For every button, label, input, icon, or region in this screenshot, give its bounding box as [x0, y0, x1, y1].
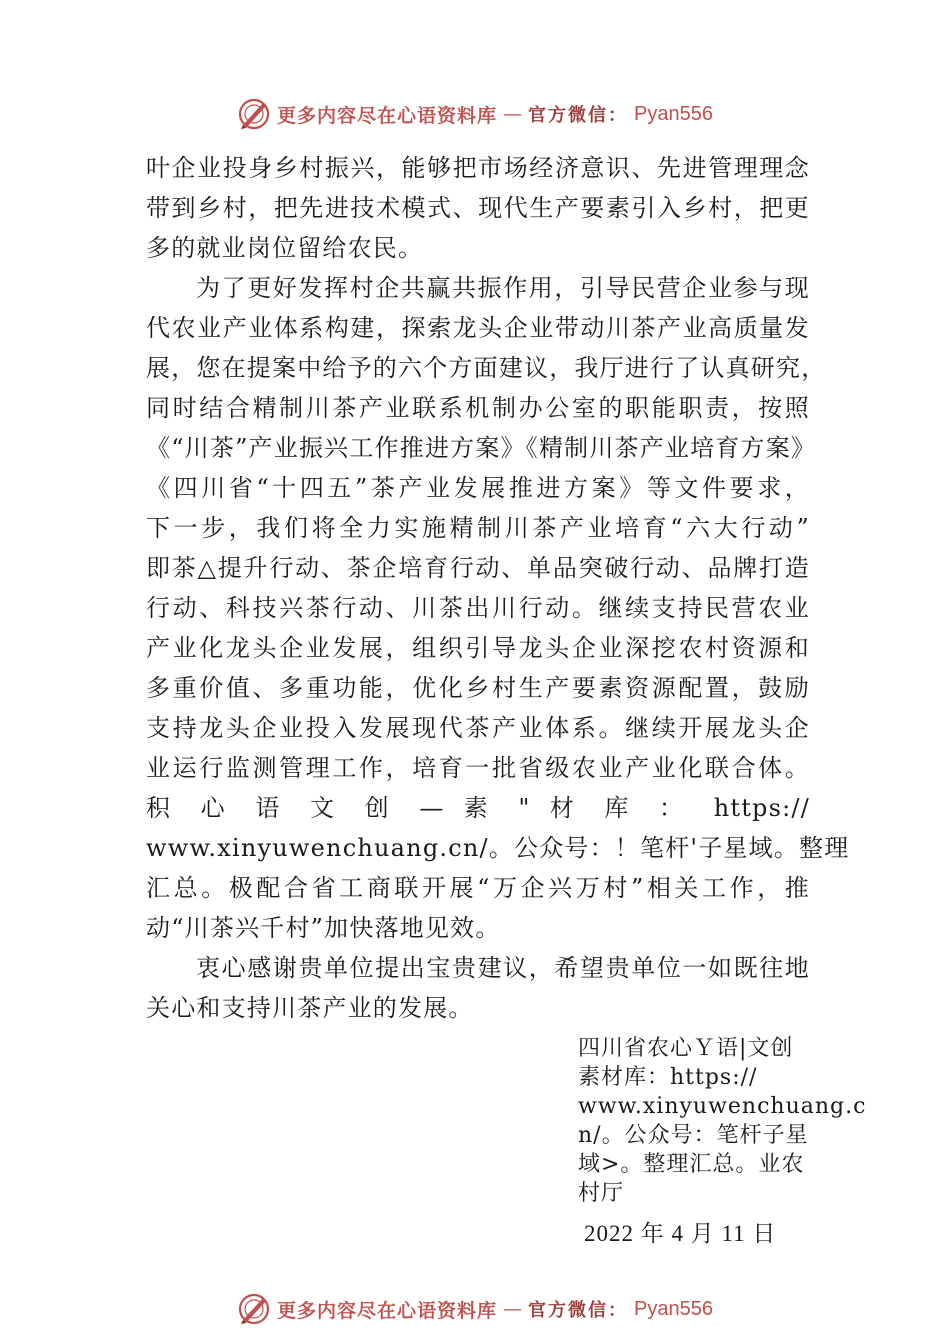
banner-account: Pyan556 — [634, 1297, 713, 1320]
text-line: 业运行监测管理工作，培育一批省级农业产业化联合体。 — [146, 754, 810, 782]
text-line: 代农业产业体系构建，探索龙头企业带动川茶产业高质量发 — [146, 314, 810, 342]
banner-brand-text: 更多内容尽在心语资料库 — [277, 1299, 498, 1322]
signature-line: n/。公众号：笔杆子星 — [578, 1123, 809, 1148]
text-line: 《四川省“十四五”茶产业发展推进方案》等文件要求， — [146, 474, 810, 502]
signature-block — [578, 1034, 867, 1208]
banner-separator: — — [503, 103, 523, 125]
text-line: 带到乡村，把先进技术模式、现代生产要素引入乡村，把更 — [146, 194, 810, 222]
text-line: 汇总。极配合省工商联开展“万企兴万村”相关工作，推 — [146, 874, 810, 902]
banner-account: Pyan556 — [634, 102, 713, 125]
signature-line: 村厅 — [578, 1181, 625, 1206]
text-line: 即茶△提升行动、茶企培育行动、单品突破行动、品牌打造 — [146, 554, 810, 582]
text-line: 下一步，我们将全力实施精制川茶产业培育“六大行动” — [146, 514, 810, 542]
footer-banner — [0, 1289, 950, 1329]
signature-line: www.xinyuwenchuang.c — [578, 1094, 867, 1119]
document-date: 2022 年 4 月 11 日 — [584, 1221, 777, 1246]
text-line: www.xinyuwenchuang.cn/。公众号：！笔杆'子星域。整理 — [146, 834, 850, 862]
signature-line: 域>。整理汇总。业农 — [578, 1152, 805, 1177]
signature-line: 素材库：https:// — [578, 1065, 758, 1090]
text-line: 同时结合精制川茶产业联系机制办公室的职能职责，按照 — [146, 394, 810, 422]
text-line: 行动、科技兴茶行动、川茶出川行动。继续支持民营农业 — [146, 594, 810, 622]
signature-line: 四川省农心Ｙ语|文创 — [578, 1036, 794, 1061]
header-banner — [0, 94, 950, 134]
banner-separator: — — [503, 1298, 523, 1320]
text-line: 关心和支持川茶产业的发展。 — [146, 994, 474, 1022]
text-line: 动“川茶兴千村”加快落地见效。 — [146, 914, 501, 942]
text-line: 衷心感谢贵单位提出宝贵建议，希望贵单位一如既往地 — [196, 954, 810, 982]
text-line: 为了更好发挥村企共赢共振作用，引导民营企业参与现 — [196, 274, 810, 302]
text-line: 多重价值、多重功能，优化乡村生产要素资源配置，鼓励 — [146, 674, 810, 702]
document-body — [146, 148, 850, 1028]
text-line: 支持龙头企业投入发展现代茶产业体系。继续开展龙头企 — [146, 714, 810, 742]
pen-logo-icon — [237, 1292, 271, 1326]
text-line: 《“川茶”产业振兴工作推进方案》《精制川茶产业培育方案》 — [146, 434, 817, 462]
banner-brand-text: 更多内容尽在心语资料库 — [277, 104, 498, 127]
text-line: 多的就业岗位留给农民。 — [146, 234, 424, 262]
text-line: 叶企业投身乡村振兴，能够把市场经济意识、先进管理理念 — [146, 154, 810, 182]
text-line: 产业化龙头企业发展，组织引导龙头企业深挖农村资源和 — [146, 634, 810, 662]
text-line: 积 心 语 文 创 — 素 " 材 库 ： https:// — [146, 794, 810, 822]
banner-wechat-label: 官方微信： — [528, 1300, 629, 1321]
pen-logo-icon — [237, 97, 271, 131]
text-line: 展，您在提案中给予的六个方面建议，我厅进行了认真研究， — [146, 354, 827, 382]
banner-wechat-label: 官方微信： — [528, 105, 629, 126]
